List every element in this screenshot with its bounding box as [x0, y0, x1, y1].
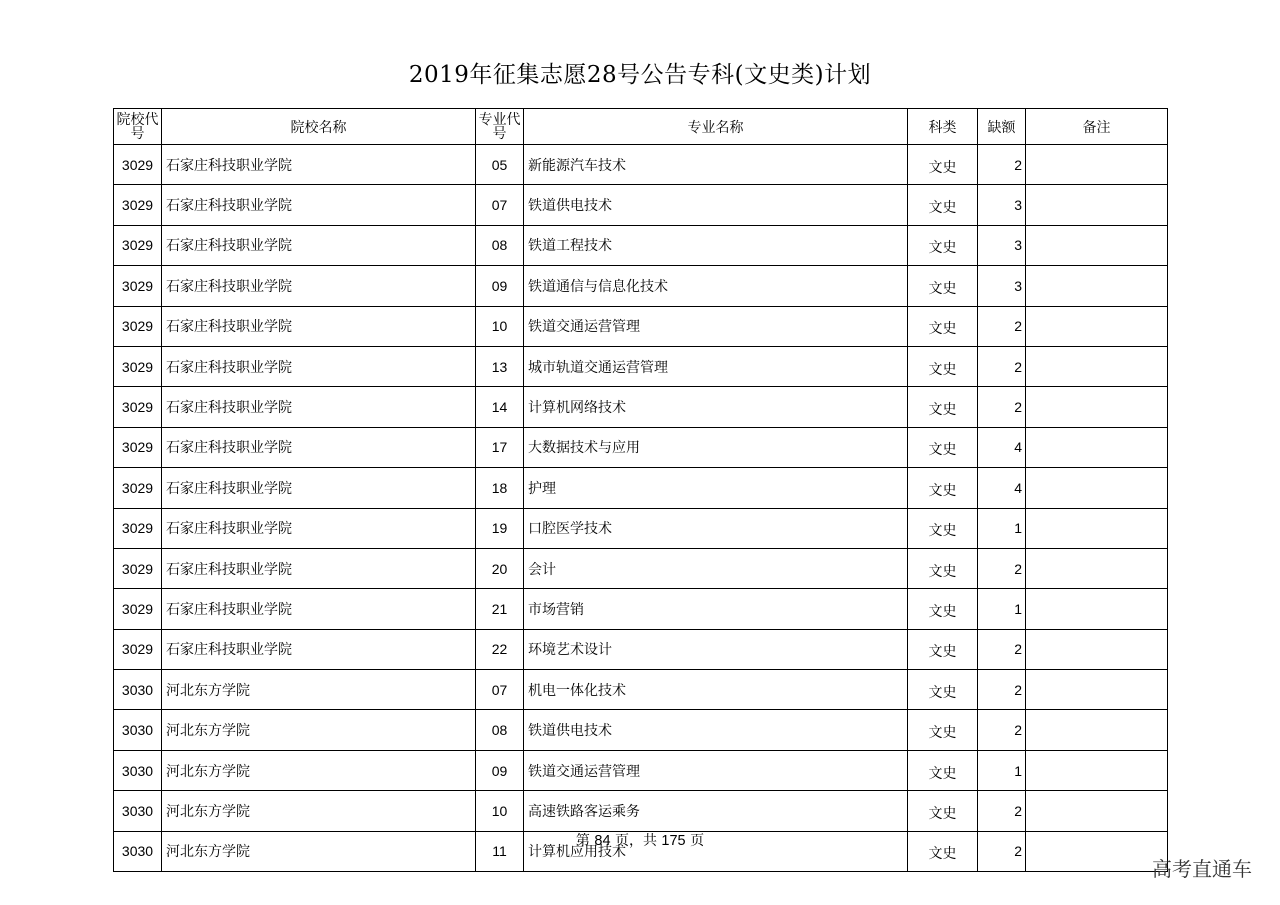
header-category: 科类 — [908, 109, 978, 145]
cell-major-name: 计算机应用技术 — [524, 831, 908, 871]
table-row — [114, 266, 1168, 306]
cell-vacancy: 2 — [978, 791, 1026, 831]
table-row — [114, 750, 1168, 790]
cell-vacancy: 4 — [978, 468, 1026, 508]
cell-major-name: 铁道交通运营管理 — [524, 750, 908, 790]
cell-major-code: 11 — [476, 831, 524, 871]
table-row — [114, 589, 1168, 629]
cell-remark — [1026, 427, 1168, 467]
cell-major-name: 市场营销 — [524, 589, 908, 629]
table-row — [114, 185, 1168, 225]
cell-vacancy: 3 — [978, 185, 1026, 225]
cell-school-name: 石家庄科技职业学院 — [162, 225, 476, 265]
cell-major-code: 19 — [476, 508, 524, 548]
cell-category: 文史 — [908, 508, 978, 548]
table-row — [114, 710, 1168, 750]
cell-major-code: 09 — [476, 750, 524, 790]
cell-remark — [1026, 548, 1168, 588]
cell-school-name: 石家庄科技职业学院 — [162, 427, 476, 467]
cell-school-name: 石家庄科技职业学院 — [162, 548, 476, 588]
cell-major-name: 铁道交通运营管理 — [524, 306, 908, 346]
cell-category: 文史 — [908, 145, 978, 185]
cell-major-code: 21 — [476, 589, 524, 629]
header-remark: 备注 — [1026, 109, 1168, 145]
header-vacancy: 缺额 — [978, 109, 1026, 145]
cell-category: 文史 — [908, 629, 978, 669]
cell-major-code: 10 — [476, 791, 524, 831]
cell-school-name: 河北东方学院 — [162, 791, 476, 831]
plan-table — [113, 108, 1168, 872]
footer-mid: 页，共 — [614, 833, 657, 849]
cell-school-code: 3029 — [114, 427, 162, 467]
cell-vacancy: 3 — [978, 225, 1026, 265]
table-row — [114, 225, 1168, 265]
page-title: 2019年征集志愿28号公告专科(文史类)计划 — [408, 62, 872, 88]
cell-school-code: 3030 — [114, 710, 162, 750]
table-row — [114, 427, 1168, 467]
cell-school-code: 3029 — [114, 185, 162, 225]
cell-major-code: 22 — [476, 629, 524, 669]
cell-school-code: 3029 — [114, 548, 162, 588]
cell-school-code: 3029 — [114, 225, 162, 265]
cell-remark — [1026, 266, 1168, 306]
cell-major-code: 20 — [476, 548, 524, 588]
cell-school-code: 3029 — [114, 387, 162, 427]
cell-category: 文史 — [908, 750, 978, 790]
cell-remark — [1026, 670, 1168, 710]
cell-major-name: 环境艺术设计 — [524, 629, 908, 669]
table-row — [114, 508, 1168, 548]
header-major-name: 专业名称 — [524, 109, 908, 145]
cell-remark — [1026, 387, 1168, 427]
cell-school-code: 3029 — [114, 589, 162, 629]
cell-school-name: 河北东方学院 — [162, 670, 476, 710]
table-row — [114, 306, 1168, 346]
cell-major-code: 14 — [476, 387, 524, 427]
cell-category: 文史 — [908, 387, 978, 427]
cell-school-name: 石家庄科技职业学院 — [162, 266, 476, 306]
cell-major-code: 05 — [476, 145, 524, 185]
cell-school-name: 石家庄科技职业学院 — [162, 629, 476, 669]
cell-vacancy: 2 — [978, 710, 1026, 750]
cell-vacancy: 3 — [978, 266, 1026, 306]
cell-school-code: 3030 — [114, 831, 162, 871]
cell-category: 文史 — [908, 468, 978, 508]
cell-major-code: 07 — [476, 185, 524, 225]
cell-school-name: 石家庄科技职业学院 — [162, 508, 476, 548]
cell-school-name: 河北东方学院 — [162, 710, 476, 750]
cell-category: 文史 — [908, 427, 978, 467]
cell-school-code: 3029 — [114, 145, 162, 185]
header-school-name: 院校名称 — [162, 109, 476, 145]
cell-major-name: 高速铁路客运乘务 — [524, 791, 908, 831]
cell-category: 文史 — [908, 225, 978, 265]
cell-major-name: 铁道供电技术 — [524, 185, 908, 225]
cell-remark — [1026, 710, 1168, 750]
cell-major-code: 13 — [476, 346, 524, 386]
cell-major-name: 护理 — [524, 468, 908, 508]
cell-major-code: 10 — [476, 306, 524, 346]
cell-remark — [1026, 468, 1168, 508]
cell-remark — [1026, 791, 1168, 831]
cell-vacancy: 1 — [978, 508, 1026, 548]
table-row — [114, 670, 1168, 710]
cell-major-name: 铁道供电技术 — [524, 710, 908, 750]
cell-category: 文史 — [908, 346, 978, 386]
cell-category: 文史 — [908, 306, 978, 346]
cell-vacancy: 2 — [978, 670, 1026, 710]
table-row — [114, 346, 1168, 386]
cell-category: 文史 — [908, 185, 978, 225]
cell-school-code: 3029 — [114, 629, 162, 669]
table-row — [114, 145, 1168, 185]
cell-major-name: 铁道通信与信息化技术 — [524, 266, 908, 306]
cell-school-name: 河北东方学院 — [162, 831, 476, 871]
table-row — [114, 468, 1168, 508]
table-row — [114, 791, 1168, 831]
page-footer — [0, 830, 1280, 850]
footer-total-pages: 175 — [661, 833, 686, 849]
header-major-code: 专业代号 — [476, 109, 524, 145]
cell-school-code: 3029 — [114, 266, 162, 306]
cell-remark — [1026, 629, 1168, 669]
cell-school-code: 3029 — [114, 346, 162, 386]
cell-remark — [1026, 508, 1168, 548]
cell-vacancy: 2 — [978, 629, 1026, 669]
table-header-row — [114, 109, 1168, 145]
cell-vacancy: 4 — [978, 427, 1026, 467]
cell-school-name: 石家庄科技职业学院 — [162, 145, 476, 185]
cell-remark — [1026, 225, 1168, 265]
cell-major-name: 机电一体化技术 — [524, 670, 908, 710]
cell-category: 文史 — [908, 548, 978, 588]
cell-school-code: 3030 — [114, 670, 162, 710]
cell-school-name: 石家庄科技职业学院 — [162, 468, 476, 508]
cell-major-code: 08 — [476, 710, 524, 750]
cell-remark — [1026, 306, 1168, 346]
cell-major-name: 新能源汽车技术 — [524, 145, 908, 185]
cell-school-code: 3029 — [114, 508, 162, 548]
watermark: 高考直通车 — [1152, 857, 1252, 881]
cell-category: 文史 — [908, 266, 978, 306]
cell-remark — [1026, 145, 1168, 185]
footer-suffix: 页 — [690, 833, 705, 849]
cell-vacancy: 2 — [978, 831, 1026, 871]
cell-vacancy: 2 — [978, 306, 1026, 346]
cell-vacancy: 2 — [978, 548, 1026, 588]
cell-school-name: 石家庄科技职业学院 — [162, 306, 476, 346]
cell-major-code: 17 — [476, 427, 524, 467]
cell-major-name: 城市轨道交通运营管理 — [524, 346, 908, 386]
cell-school-code: 3030 — [114, 750, 162, 790]
cell-school-code: 3029 — [114, 306, 162, 346]
footer-page-number: 84 — [594, 833, 611, 849]
cell-vacancy: 1 — [978, 589, 1026, 629]
cell-category: 文史 — [908, 710, 978, 750]
header-school-code: 院校代号 — [114, 109, 162, 145]
cell-major-code: 18 — [476, 468, 524, 508]
cell-category: 文史 — [908, 791, 978, 831]
cell-major-code: 09 — [476, 266, 524, 306]
cell-major-name: 计算机网络技术 — [524, 387, 908, 427]
cell-category: 文史 — [908, 589, 978, 629]
cell-remark — [1026, 185, 1168, 225]
cell-vacancy: 2 — [978, 145, 1026, 185]
cell-remark — [1026, 346, 1168, 386]
cell-major-name: 口腔医学技术 — [524, 508, 908, 548]
cell-school-name: 石家庄科技职业学院 — [162, 185, 476, 225]
cell-school-name: 河北东方学院 — [162, 750, 476, 790]
cell-major-name: 会计 — [524, 548, 908, 588]
cell-school-name: 石家庄科技职业学院 — [162, 346, 476, 386]
table-row — [114, 387, 1168, 427]
cell-category: 文史 — [908, 831, 978, 871]
cell-remark — [1026, 589, 1168, 629]
table-row — [114, 629, 1168, 669]
cell-vacancy: 2 — [978, 387, 1026, 427]
cell-vacancy: 2 — [978, 346, 1026, 386]
cell-category: 文史 — [908, 670, 978, 710]
cell-major-name: 大数据技术与应用 — [524, 427, 908, 467]
footer-prefix: 第 — [575, 833, 590, 849]
cell-major-code: 08 — [476, 225, 524, 265]
cell-vacancy: 1 — [978, 750, 1026, 790]
cell-remark — [1026, 750, 1168, 790]
table-row — [114, 548, 1168, 588]
cell-school-name: 石家庄科技职业学院 — [162, 387, 476, 427]
cell-school-name: 石家庄科技职业学院 — [162, 589, 476, 629]
cell-school-code: 3029 — [114, 468, 162, 508]
cell-major-code: 07 — [476, 670, 524, 710]
cell-school-code: 3030 — [114, 791, 162, 831]
cell-major-name: 铁道工程技术 — [524, 225, 908, 265]
